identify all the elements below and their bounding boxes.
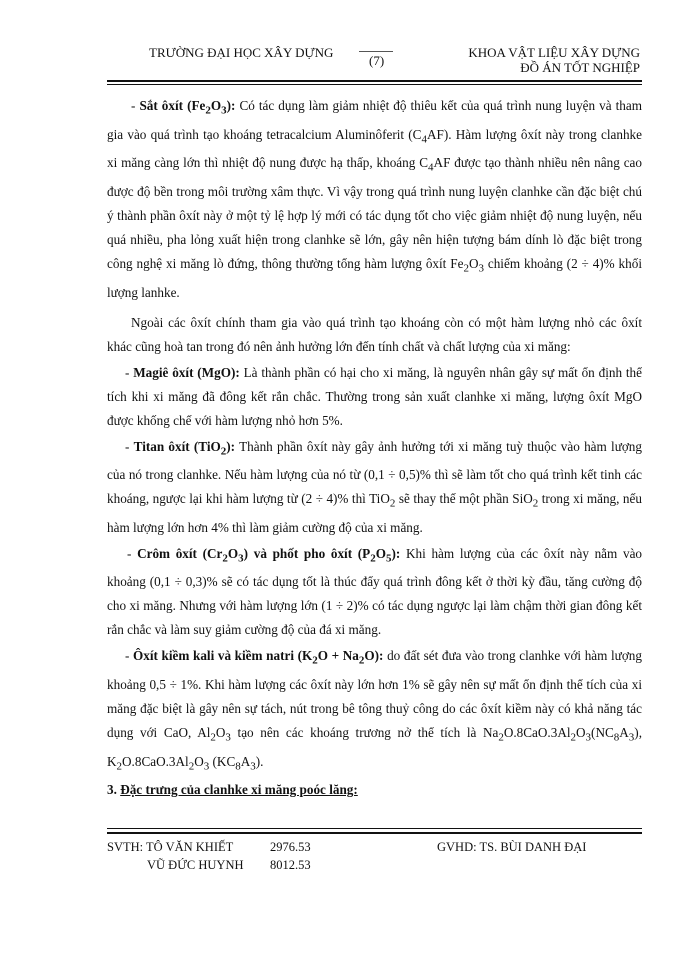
body-tio2: Thành phần ôxít này gây ảnh hưởng tới xi măng tuỳ thuộc vào hàm lượng của nó trong clanhke. Nếu hàm lượng của nó từ (0,1 ÷ 0,5)% thì sẽ làm tốt cho quá trình kết tinh các khoáng, ngược lại khi hàm lượng từ (2 ÷ 4)% thì TiO$_2$ sẽ thay thế một phần SiO$_2$ trong xi măng, nếu hàm lượng lớn hơn 4% thì làm giảm cường độ của xi măng. [107,438,642,535]
body-mgo: Là thành phần có hại cho xi măng, là nguyên nhân gây sự mất ổn định thể tích khi xi măng đã đông kết rắn chắc. Thường trong sản xuất clanhke xi măng, lượng ôxít MgO được khống chế với hàm lượng nhỏ hơn 5%. [107,364,642,428]
page-number-rule [359,51,393,52]
paragraph-fe2o3: - Sắt ôxít $(Fe_2O_3)$: Có tác dụng làm giảm nhiệt độ thiêu kết của quá trình nung luyện và tham gia vào quá trình tạo khoáng tetracalcium Aluminôferit $(C_4AF)$. Hàm lượng ôxít này trong clanhke xi măng càng lớn thì nhiệt độ nung được hạ thấp, khoáng $C_4AF$ được tạo thành nhiều nên nâng cao được độ bền trong môi trường xâm thực. Vì vậy trong quá trình nung luyện clanhke cần đặc biệt chú ý thành phần ôxít này ở một tỷ lệ hợp lý mới có tác dụng tốt cho việc giảm nhiệt độ nung luyện, nếu quá nhiều, pha lỏng xuất hiện trong clanhke sẽ lớn, gây nên hiện tượng bám dính lò đặc biệt trong công nghệ xi măng lò đứng, thông thường tổng hàm lượng ôxít $Fe_2O_3$ chiếm khoảng (2 ÷ 4)% khối lượng lanhke. [107,98,642,300]
document-body [107,94,642,802]
university-name: TRƯỜNG ĐẠI HỌC XÂY DỰNG [149,45,334,60]
term-mgo: Magiê ôxít (MgO): [133,364,240,380]
term-tio2: Titan ôxít (TiO$_2$): [133,438,236,458]
page-number: (7) [369,53,385,68]
student-1: SVTH: TÔ VĂN KHIẾT [107,840,234,854]
body-alkali: do đất sét đưa vào trong clanhke với hàm lượng khoảng 0,5 ÷ 1%. Khi hàm lượng các ôxít này lớn hơn 1% sẽ gây nên sự mất ổn định thể tích của xi măng đặc biệt là gây nên sự tách, nút trong bê tông thuỷ công do các ôxít kiềm này có khả năng tác dụng với CaO, $Al_2O_3$ tạo nên các khoáng trương nở thể tích là $Na_2O.8CaO.3Al_2O_3(NC_8A_3)$, $K_2O.8CaO.3Al_2O_3$ $(KC_8A_3)$. [107,648,642,773]
term-alkali: Ôxít kiềm kali và kiềm natri $(K_2O + Na_2O)$: [133,648,384,668]
paragraph-cr2o3: - Crôm ôxít $(Cr_2O_3)$ và phốt pho ôxít $(P_2O_5)$: Khi hàm lượng của các ôxít này nằm vào khoảng (0,1 ÷ 0,3)% sẽ có tác dụng tốt là thúc đẩy quá trình đông kết ở thời kỳ đầu, tăng cường độ cho xi măng. Nhưng với hàm lượng lớn (1 ÷ 2)% có tác dụng ngược lại làm chậm thời gian đông kết rắn chắc và làm suy giảm cường độ của đá xi măng. [107,545,643,638]
student-1-code: 2976.53 [270,840,311,854]
header-rule-thin [107,84,642,85]
footer-rule-thin [107,828,642,829]
section-number: 3. [107,782,121,798]
term-fe2o3: Sắt ôxít $(Fe_2O_3)$: [139,98,236,117]
student-2-code: 8012.53 [270,858,311,872]
section-title: Đặc trưng của clanhke xi măng poóc lăng: [120,782,358,798]
footer-rule-thick [107,832,642,834]
paragraph-mgo: - Magiê ôxít (MgO): Là thành phần có hại cho xi măng, là nguyên nhân gây sự mất ổn định thể tích khi xi măng đã đông kết rắn chắc. Thường trong sản xuất clanhke xi măng, lượng ôxít MgO được khống chế với hàm lượng nhỏ hơn 5%. [107,364,642,428]
supervisor: GVHD: TS. BÙI DANH ĐẠI [437,840,587,854]
header-rule-thick [107,80,642,82]
paragraph-intro: Ngoài các ôxít chính tham gia vào quá trình tạo khoáng còn có một hàm lượng nhỏ các ôxít khác cũng hoà tan trong đó nên ảnh hưởng lớn đến tính chất và chất lượng của xi măng: [107,314,642,354]
body-fe2o3: Có tác dụng làm giảm nhiệt độ thiêu kết của quá trình nung luyện và tham gia vào quá trình tạo khoáng tetracalcium Aluminôferit $(C_4AF)$. Hàm lượng ôxít này trong clanhke xi măng càng lớn thì nhiệt độ nung được hạ thấp, khoáng $C_4AF$ được tạo thành nhiều nên nâng cao được độ bền trong môi trường xâm thực. Vì vậy trong quá trình nung luyện clanhke cần đặc biệt chú ý thành phần ôxít này ở một tỷ lệ hợp lý mới có tác dụng tốt cho việc giảm nhiệt độ nung luyện, nếu quá nhiều, pha lỏng xuất hiện trong clanhke sẽ lớn, gây nên hiện tượng bám dính lò đặc biệt trong công nghệ xi măng lò đứng, thông thường tổng hàm lượng ôxít $Fe_2O_3$ chiếm khoảng (2 ÷ 4)% khối lượng lanhke. [107,98,642,300]
faculty-name: KHOA VẬT LIỆU XÂY DỰNG [468,45,640,60]
page-header [107,40,642,80]
body-cr2o3: Khi hàm lượng của các ôxít này nằm vào khoảng (0,1 ÷ 0,3)% sẽ có tác dụng tốt là thúc đẩy quá trình đông kết ở thời kỳ đầu, tăng cường độ cho xi măng. Nhưng với hàm lượng lớn (1 ÷ 2)% có tác dụng ngược lại làm chậm thời gian đông kết rắn chắc và làm suy giảm cường độ của đá xi măng. [107,545,643,638]
project-title: ĐỒ ÁN TỐT NGHIỆP [520,60,640,75]
paragraph-tio2: - Titan ôxít (TiO$_2$): Thành phần ôxít này gây ảnh hưởng tới xi măng tuỳ thuộc vào hàm lượng của nó trong clanhke. Nếu hàm lượng của nó từ (0,1 ÷ 0,5)% thì sẽ làm tốt cho quá trình kết tinh các khoáng, ngược lại khi hàm lượng từ (2 ÷ 4)% thì TiO$_2$ sẽ thay thế một phần SiO$_2$ trong xi măng, nếu hàm lượng lớn hơn 4% thì làm giảm cường độ của xi măng. [107,438,642,535]
term-cr2o3: Crôm ôxít $(Cr_2O_3)$ và phốt pho ôxít $(P_2O_5)$: [137,545,401,565]
student-2: VŨ ĐỨC HUYNH [147,858,244,872]
paragraph-alkali: - Ôxít kiềm kali và kiềm natri $(K_2O + Na_2O)$: do đất sét đưa vào trong clanhke với hàm lượng khoảng 0,5 ÷ 1%. Khi hàm lượng các ôxít này lớn hơn 1% sẽ gây nên sự mất ổn định thể tích của xi măng đặc biệt là gây nên sự tách, nút trong bê tông thuỷ công do các ôxít kiềm này có khả năng tác dụng với CaO, $Al_2O_3$ tạo nên các khoáng trương nở thể tích là $Na_2O.8CaO.3Al_2O_3(NC_8A_3)$, $K_2O.8CaO.3Al_2O_3$ $(KC_8A_3)$. [107,648,642,773]
section-heading [107,778,642,802]
header-right [468,45,640,75]
